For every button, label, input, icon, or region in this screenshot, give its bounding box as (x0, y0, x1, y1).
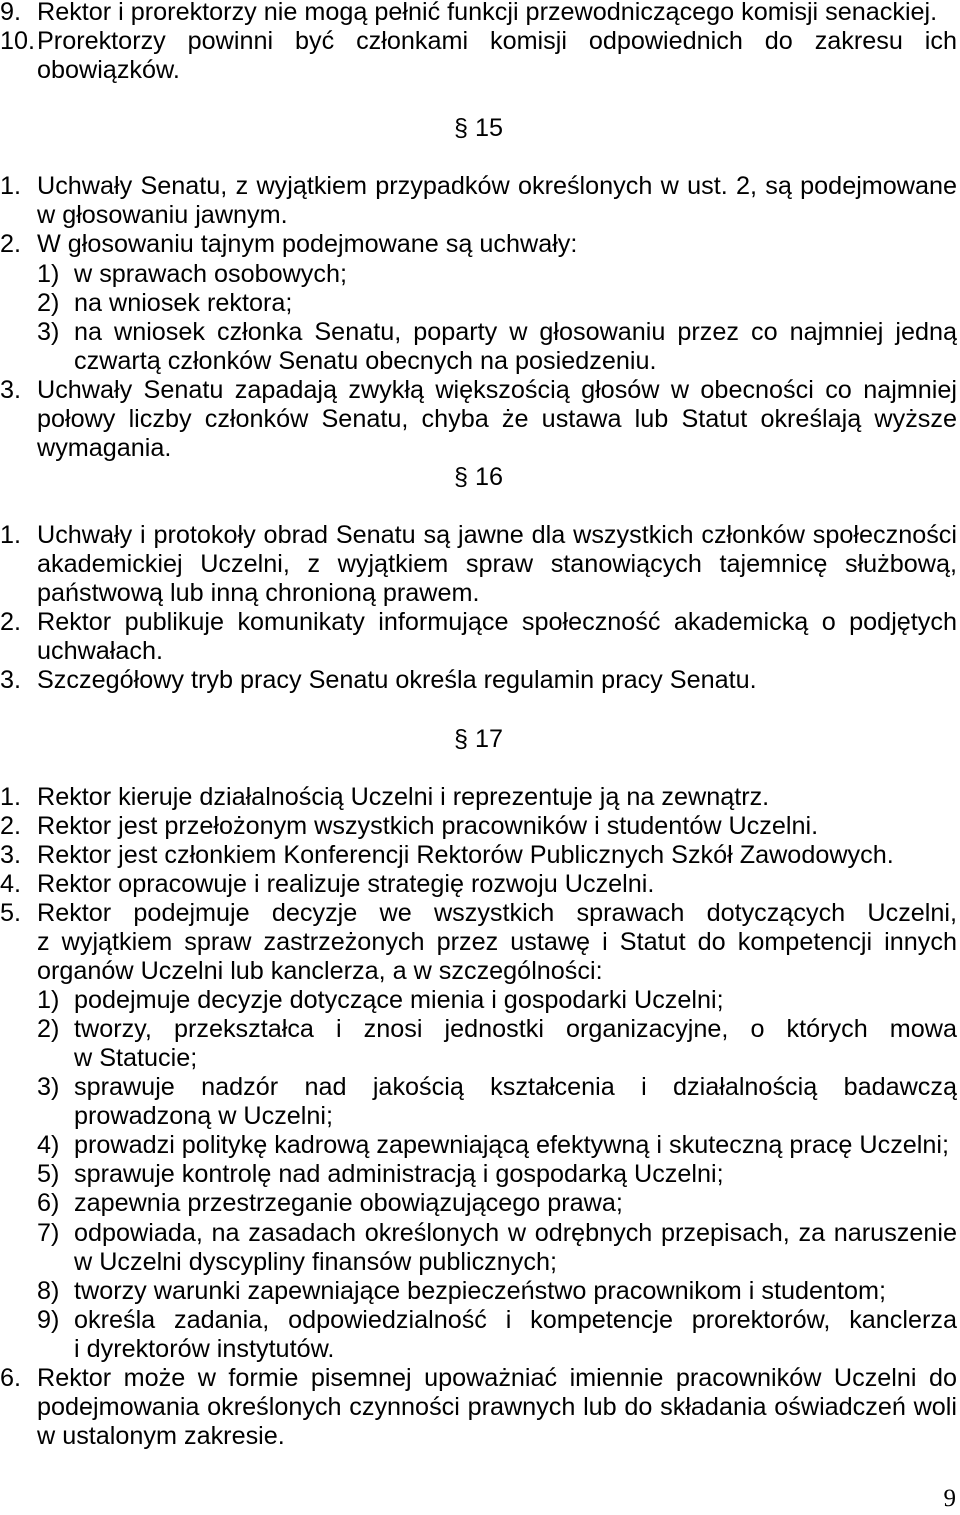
section-heading: § 15 (453, 114, 504, 143)
list-subitem (37, 1131, 957, 1160)
item-number: 6. (0, 1363, 22, 1392)
text-line: Uchwały i protokoły obrad Senatu są jawne dla wszystkich członków społeczności (37, 521, 957, 550)
subitem-number: 2) (37, 1015, 60, 1044)
text-line: w ustalonym zakresie. (37, 1421, 285, 1450)
list-item (0, 230, 957, 375)
list-subitem (37, 1073, 957, 1131)
text-line: sprawuje nadzór nad jakością kształcenia i działalnością badawczą (74, 1073, 957, 1102)
text-line: Prorektorzy powinni być członkami komisji odpowiednich do zakresu ich (37, 27, 957, 56)
text-line: tworzy warunki zapewniające bezpieczeństwo pracownikom i studentom; (74, 1276, 886, 1305)
text-line: sprawuje kontrolę nad administracją i gospodarką Uczelni; (74, 1160, 724, 1189)
subitem-number: 4) (37, 1131, 60, 1160)
subitem-number: 6) (37, 1189, 60, 1218)
text-line: Rektor podejmuje decyzje we wszystkich sprawach dotyczących Uczelni, (37, 898, 957, 927)
item-number: 2. (0, 230, 22, 259)
item-text (37, 666, 957, 695)
subitem-text (74, 1277, 957, 1306)
text-line: Uchwały Senatu, z wyjątkiem przypadków określonych w ust. 2, są podejmowane (37, 172, 957, 201)
text-line: wymagania. (37, 433, 172, 462)
text-line: podejmowania określonych czynności prawnych lub do składania oświadczeń woli (37, 1392, 957, 1421)
text-line: z wyjątkiem spraw zastrzeżonych przez ustawę i Statut do kompetencji innych (37, 927, 957, 956)
subitem-text (74, 1219, 957, 1277)
text-line: prowadzi politykę kadrową zapewniającą efektywną i skuteczną pracę Uczelni; (74, 1131, 950, 1160)
text-line: na wniosek członka Senatu, poparty w głosowaniu przez co najmniej jedną (74, 317, 957, 346)
list-subitem (37, 1219, 957, 1277)
text-line: Rektor jest przełożonym wszystkich pracowników i studentów Uczelni. (37, 811, 819, 840)
text-line: w Uczelni dyscypliny finansów publicznych; (74, 1247, 557, 1276)
list-item (0, 1364, 957, 1451)
subitem-text (74, 1306, 957, 1364)
text-line: Rektor jest członkiem Konferencji Rektorów Publicznych Szkół Zawodowych. (37, 840, 894, 869)
list-subitem (37, 260, 957, 289)
subitem-number: 1) (37, 986, 60, 1015)
text-line: w sprawach osobowych; (74, 259, 347, 288)
list-item (0, 27, 957, 85)
subitem-text (74, 260, 957, 289)
item-number: 10. (0, 27, 36, 56)
item-text (37, 27, 957, 85)
item-text (37, 608, 957, 666)
list-item (0, 870, 957, 899)
list-item (0, 899, 957, 1364)
subitem-text (74, 1015, 957, 1073)
text-line: tworzy, przekształca i znosi jednostki organizacyjne, o których mowa (74, 1015, 957, 1044)
item-text (37, 230, 957, 375)
list-subitem (37, 1306, 957, 1364)
page-number: 9 (943, 1485, 956, 1512)
subitem-text (74, 1131, 957, 1160)
text-line: Szczegółowy tryb pracy Senatu określa regulamin pracy Senatu. (37, 666, 757, 695)
text-line: odpowiada, na zasadach określonych w odrębnych przepisach, za naruszenie (74, 1218, 957, 1247)
text-line: Rektor i prorektorzy nie mogą pełnić funkcji przewodniczącego komisji senackiej. (37, 0, 938, 26)
subitem-text (74, 289, 957, 318)
list-item (0, 783, 957, 812)
item-text (37, 0, 957, 27)
list-item (0, 172, 957, 230)
item-number: 1. (0, 172, 22, 201)
item-number: 1. (0, 521, 22, 550)
subitem-text (74, 1160, 957, 1189)
text-line: obowiązków. (37, 56, 180, 85)
subitem-text (74, 1073, 957, 1131)
subitem-number: 3) (37, 1073, 60, 1102)
list-subitem (37, 1160, 957, 1189)
item-number: 3. (0, 375, 22, 404)
text-line: połowy liczby członków Senatu, chyba że ustawa lub Statut określają wyższe (37, 404, 957, 433)
list-item (0, 608, 957, 666)
item-number: 3. (0, 666, 22, 695)
item-number: 4. (0, 869, 22, 898)
subitem-text (74, 318, 957, 376)
list-subitem (37, 986, 957, 1015)
text-line: zapewnia przestrzeganie obowiązującego prawa; (74, 1189, 623, 1218)
item-number: 1. (0, 782, 22, 811)
section (0, 114, 957, 463)
item-text (37, 376, 957, 463)
subitem-number: 9) (37, 1305, 60, 1334)
section-heading: § 16 (453, 462, 504, 491)
text-line: Rektor może w formie pisemnej upoważniać imiennie pracowników Uczelni do (37, 1363, 957, 1392)
section (0, 463, 957, 695)
item-number: 9. (0, 0, 22, 26)
section (0, 725, 957, 1452)
subitem-number: 1) (37, 259, 60, 288)
text-line: akademickiej Uczelni, z wyjątkiem spraw stanowiących tajemnicę służbową, (37, 550, 957, 579)
list-subitem (37, 1189, 957, 1218)
list-subitem (37, 318, 957, 376)
list-subitem (37, 289, 957, 318)
list-item (0, 0, 957, 27)
item-number: 2. (0, 811, 22, 840)
text-line: Rektor kieruje działalnością Uczelni i reprezentuje ją na zewnątrz. (37, 782, 770, 811)
list-subitem (37, 1277, 957, 1306)
text-line: Rektor opracowuje i realizuje strategię rozwoju Uczelni. (37, 869, 655, 898)
list-subitem (37, 1015, 957, 1073)
text-line: czwartą członków Senatu obecnych na posiedzeniu. (74, 346, 657, 375)
item-text (37, 841, 957, 870)
section-heading: § 17 (453, 724, 504, 753)
text-line: Uchwały Senatu zapadają zwykłą większością głosów w obecności co najmniej (37, 375, 957, 404)
text-line: określa zadania, odpowiedzialność i kompetencje prorektorów, kanclerza (74, 1305, 957, 1334)
subitem-number: 8) (37, 1276, 60, 1305)
item-text (37, 812, 957, 841)
text-line: uchwałach. (37, 637, 164, 666)
section (0, 0, 957, 85)
item-text (37, 783, 957, 812)
text-line: organów Uczelni lub kanclerza, a w szczególności: (37, 956, 603, 985)
item-text (37, 899, 957, 1364)
text-line: w Statucie; (74, 1044, 198, 1073)
subitem-number: 5) (37, 1160, 60, 1189)
text-line: podejmuje decyzje dotyczące mienia i gospodarki Uczelni; (74, 986, 724, 1015)
text-line: i dyrektorów instytutów. (74, 1334, 335, 1363)
item-text (37, 870, 957, 899)
text-line: prowadzoną w Uczelni; (74, 1102, 333, 1131)
list-item (0, 841, 957, 870)
list-item (0, 812, 957, 841)
subitem-text (74, 986, 957, 1015)
item-number: 2. (0, 608, 22, 637)
list-item (0, 376, 957, 463)
subitem-text (74, 1189, 957, 1218)
text-line: w głosowaniu jawnym. (37, 201, 288, 230)
item-text (37, 1364, 957, 1451)
item-number: 3. (0, 840, 22, 869)
list-item (0, 521, 957, 608)
item-text (37, 521, 957, 608)
item-text (37, 172, 957, 230)
text-line: Rektor publikuje komunikaty informujące społeczność akademicką o podjętych (37, 608, 957, 637)
item-number: 5. (0, 898, 22, 927)
subitem-number: 3) (37, 317, 60, 346)
text-line: państwową lub inną chronioną prawem. (37, 579, 480, 608)
subitem-number: 7) (37, 1218, 60, 1247)
subitem-number: 2) (37, 288, 60, 317)
list-item (0, 666, 957, 695)
text-line: na wniosek rektora; (74, 288, 293, 317)
text-line: W głosowaniu tajnym podejmowane są uchwały: (37, 230, 578, 259)
